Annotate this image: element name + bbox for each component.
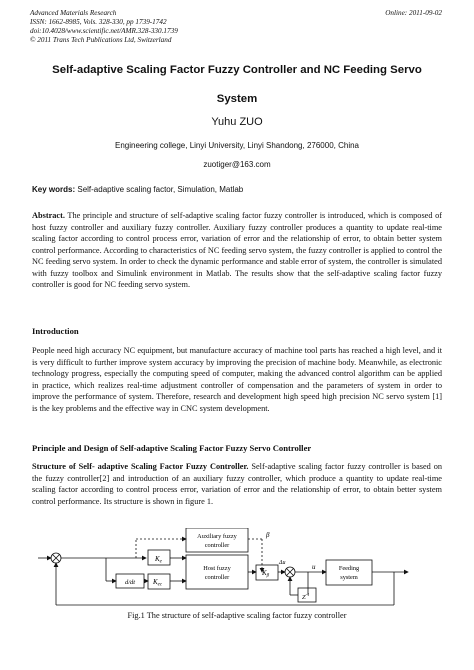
z-delay-label: $Z^{-1}$ [302,592,310,601]
affiliation: Engineering college, Linyi University, Linyi Shandong, 276000, China [114,141,359,150]
aux-label-1: Auxiliary fuzzy [197,533,237,540]
u-label: u [312,563,316,571]
beta-label: β [266,531,270,539]
delta-u-label: Δu [279,560,286,566]
host-controller-block [186,555,248,589]
online-date: Online: 2011-09-02 [385,9,442,17]
copyright-line: © 2011 Trans Tech Publications Ltd, Switzerland [30,36,172,44]
keywords-text: Self-adaptive scaling factor, Simulation, Matlab [77,185,244,194]
keywords-label: Key words: [32,185,76,194]
ke-label: $K_e$ [155,555,162,565]
author-email: zuotiger@163.com [203,160,271,169]
host-label-2: controller [204,574,230,581]
abstract-text: The principle and structure of self-adaptive scaling factor fuzzy controller is introduced, which is composed of host fuzzy controller and auxiliary fuzzy controller. Auxiliary fuzzy controller produces a quantity to update real-time scaling factor according to control process error, variation of error and the relationship of error, to obtain better system control performance. According to characteristics of NC feeding servo system, the fuzzy controller is applied to control the NC feeding servo system. In order to check the dynamic performance and stable error of system, the controller is simulated with fuzzy toolbox and Simulink environment in Matlab. The results show that the self-adaptive scaling factor fuzzy controller is good for NC feeding servo system. [32,211,442,289]
journal-header [30,9,178,45]
doi-line: doi:10.4028/www.scientific.net/AMR.328-330.1739 [30,27,178,35]
block-diagram [36,528,436,608]
journal-name: Advanced Materials Research [30,9,117,17]
feed-label-2: system [340,574,358,581]
intro-heading: Introduction [32,326,79,336]
keywords [32,185,243,194]
ddt-label: d/dt [124,579,136,586]
host-label-1: Host fuzzy [203,565,231,572]
principle-heading: Principle and Design of Self-adaptive Scaling Factor Fuzzy Servo Controller [32,443,312,453]
intro-text: People need high accuracy NC equipment, but manufacture accuracy of machine tool parts has reached a high level, and it is very difficult to further improve system accuracy by improving the precision of machine body. Meanwhile, as electronic technology progress, especially the computing speed of computer, making the advanced control algorithm can be applied in practice, which realizes real-time adjustment controller of compensation and the parameters of system in order to improve the performance of system. Therefore, research and development high speed high precision NC servo system [1] is the key problems and the effective way in CNC system development. [32,346,442,413]
kec-label: $K_{ec}$ [153,578,163,588]
paper-title-cont: System [216,93,258,105]
abstract [32,210,442,291]
author-name: Yuhu ZUO [211,116,263,128]
issn-line: ISSN: 1662-8985, Vols. 328-330, pp 1739-1742 [30,18,167,26]
structure-label: Structure of Self- adaptive Scaling Factor Fuzzy Controller. [32,462,249,471]
abstract-label: Abstract. [32,211,65,220]
aux-label-2: controller [204,542,230,549]
structure-paragraph [32,461,442,507]
feeding-system-block [326,560,372,585]
k-beta-label: $K_\beta$ [262,569,270,579]
figure-caption: Fig.1 The structure of self-adaptive scaling factor fuzzy controller [127,611,347,620]
feed-label-1: Feeding [338,565,360,572]
paper-title: Self-adaptive Scaling Factor Fuzzy Controller and NC Feeding Servo [52,64,422,76]
structure-text: Self-adaptive scaling factor fuzzy controller is based on the fuzzy controller[2] and introduction of an auxiliary fuzzy controller, which produce a quantity to update real-time scaling factor according to control process error, variation of error and the relationship of error, to obtain better system control performance. Its structure is shown in figure 1. [32,462,443,506]
